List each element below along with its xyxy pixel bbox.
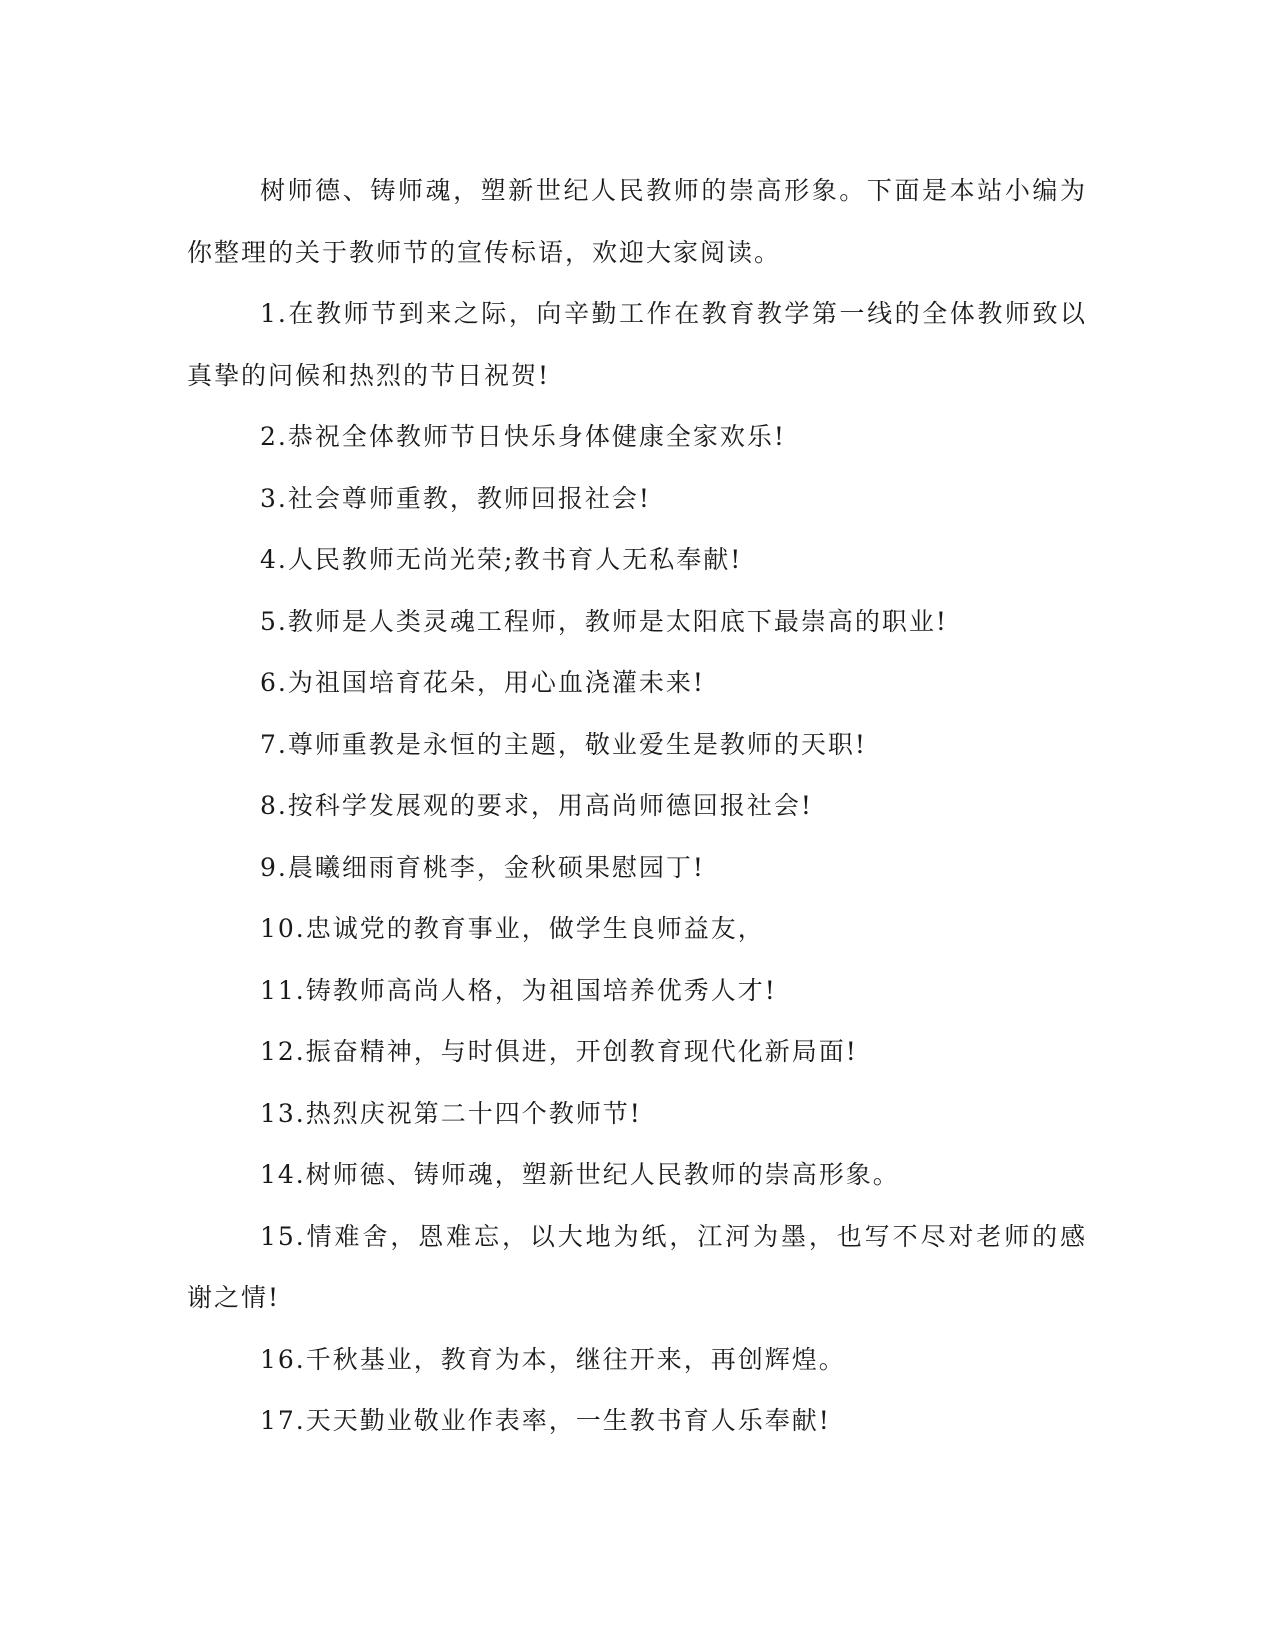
slogan-item-16: 16.千秋基业，教育为本，继往开来，再创辉煌。 — [260, 1344, 846, 1374]
slogan-item-13: 13.热烈庆祝第二十四个教师节! — [260, 1098, 642, 1128]
slogan-item-3: 3.社会尊师重教，教师回报社会! — [260, 483, 651, 513]
slogan-item-9: 9.晨曦细雨育桃李，金秋硕果慰园丁! — [260, 852, 705, 882]
slogan-item-6: 6.为祖国培育花朵，用心血浇灌未来! — [260, 668, 705, 697]
slogan-item-17: 17.天天勤业敬业作表率，一生教书育人乐奉献! — [260, 1406, 831, 1435]
slogan-item-2: 2.恭祝全体教师节日快乐身体健康全家欢乐! — [260, 422, 786, 451]
slogan-item-10: 10.忠诚党的教育事业，做学生良师益友， — [260, 914, 765, 943]
slogan-item-7: 7.尊师重教是永恒的主题，敬业爱生是教师的天职! — [260, 729, 867, 759]
slogan-item-11: 11.铸教师高尚人格，为祖国培养优秀人才! — [260, 975, 777, 1005]
slogan-item-15: 15.情难舍，恩难忘，以大地为纸，江河为墨，也写不尽对老师的感谢之情! — [187, 1221, 1087, 1312]
intro-paragraph: 树师德、铸师魂，塑新世纪人民教师的崇高形象。下面是本站小编为你整理的关于教师节的宣传标语，欢迎大家阅读。 — [187, 176, 1087, 267]
slogan-item-4: 4.人民教师无尚光荣;教书育人无私奉献! — [260, 545, 743, 574]
slogan-item-5: 5.教师是人类灵魂工程师，教师是太阳底下最崇高的职业! — [260, 606, 948, 636]
document-body — [187, 160, 1087, 1452]
slogan-item-8: 8.按科学发展观的要求，用高尚师德回报社会! — [260, 791, 813, 820]
slogan-item-14: 14.树师德、铸师魂，塑新世纪人民教师的崇高形象。 — [260, 1160, 900, 1189]
slogan-item-1: 1.在教师节到来之际，向辛勤工作在教育教学第一线的全体教师致以真挚的问候和热烈的节日祝贺! — [187, 299, 1087, 390]
slogan-item-12: 12.振奋精神，与时俱进，开创教育现代化新局面! — [260, 1037, 858, 1066]
